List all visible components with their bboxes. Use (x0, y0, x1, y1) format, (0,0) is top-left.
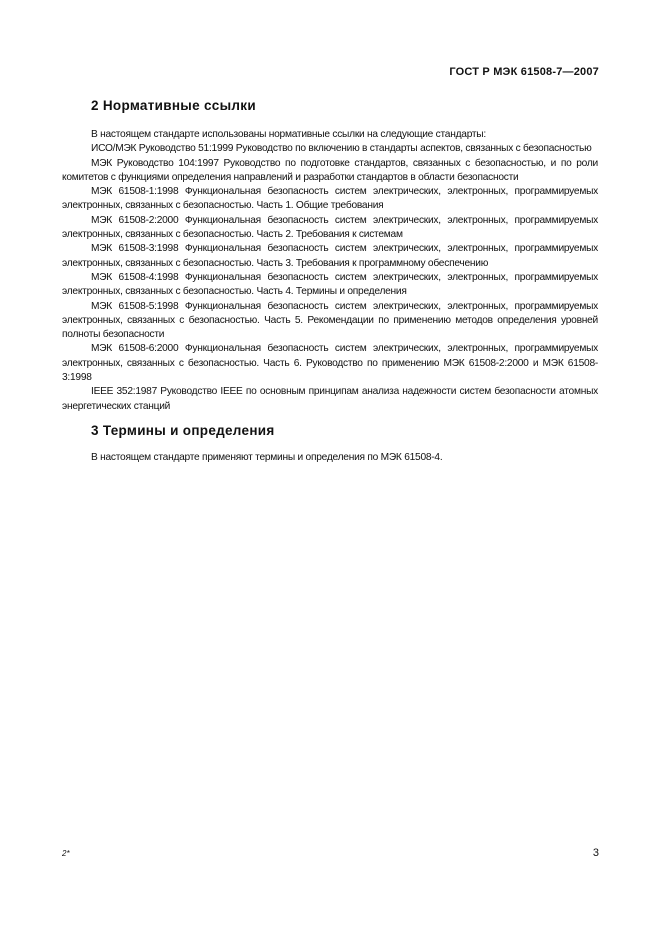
reference-iec-61508-3: МЭК 61508-3:1998 Функциональная безопасность систем электрических, электронных, программируемых электронных, связанных с безопасностью. Часть 3. Требования к программному обеспечению (62, 243, 598, 269)
document-code-header: ГОСТ Р МЭК 61508-7—2007 (449, 66, 599, 78)
section-2-heading: 2 Нормативные ссылки (91, 98, 256, 113)
terms-definitions-text: В настоящем стандарте применяют термины и определения по МЭК 61508-4. (91, 452, 443, 463)
reference-ieee-352: IEEE 352:1987 Руководство IEEE по основным принципам анализа надежности систем безопасности атомных энергетических станций (62, 386, 598, 412)
reference-iec-guide-104: МЭК Руководство 104:1997 Руководство по подготовке стандартов, связанных с безопасностью, и по роли комитетов с функциями определения направлений и разработки стандартов в области безопасности (62, 157, 598, 183)
references-intro: В настоящем стандарте использованы нормативные ссылки на следующие стандарты: (91, 129, 486, 140)
page-number: 3 (592, 847, 599, 859)
section-3-heading: 3 Термины и определения (91, 423, 275, 438)
normative-references-list (62, 128, 598, 414)
reference-iec-61508-4: МЭК 61508-4:1998 Функциональная безопасность систем электрических, электронных, программируемых электронных, связанных с безопасностью. Часть 4. Термины и определения (62, 271, 598, 298)
reference-iec-61508-2: МЭК 61508-2:2000 Функциональная безопасность систем электрических, электронных, программируемых электронных, связанных с безопасностью. Часть 2. Требования к системам (62, 214, 598, 241)
reference-iec-61508-5: МЭК 61508-5:1998 Функциональная безопасность систем электрических, электронных, программируемых электронных, связанных с безопасностью. Часть 5. Рекомендации по применению методов определения уровней полноты безопасности (62, 300, 598, 341)
reference-iec-61508-1: МЭК 61508-1:1998 Функциональная безопасность систем электрических, электронных, программируемых электронных, связанных с безопасностью. Часть 1. Общие требования (62, 186, 598, 212)
reference-iso-iec-guide-51: ИСО/МЭК Руководство 51:1999 Руководство по включению в стандарты аспектов, связанных с безопасностью (91, 143, 592, 155)
sheet-mark: 2* (62, 849, 70, 858)
reference-iec-61508-6: МЭК 61508-6:2000 Функциональная безопасность систем электрических, электронных, программируемых электронных, связанных с безопасностью. Часть 6. Руководство по применению МЭК 61508-2:2000 и МЭК 61508-3:1998 (62, 343, 598, 384)
